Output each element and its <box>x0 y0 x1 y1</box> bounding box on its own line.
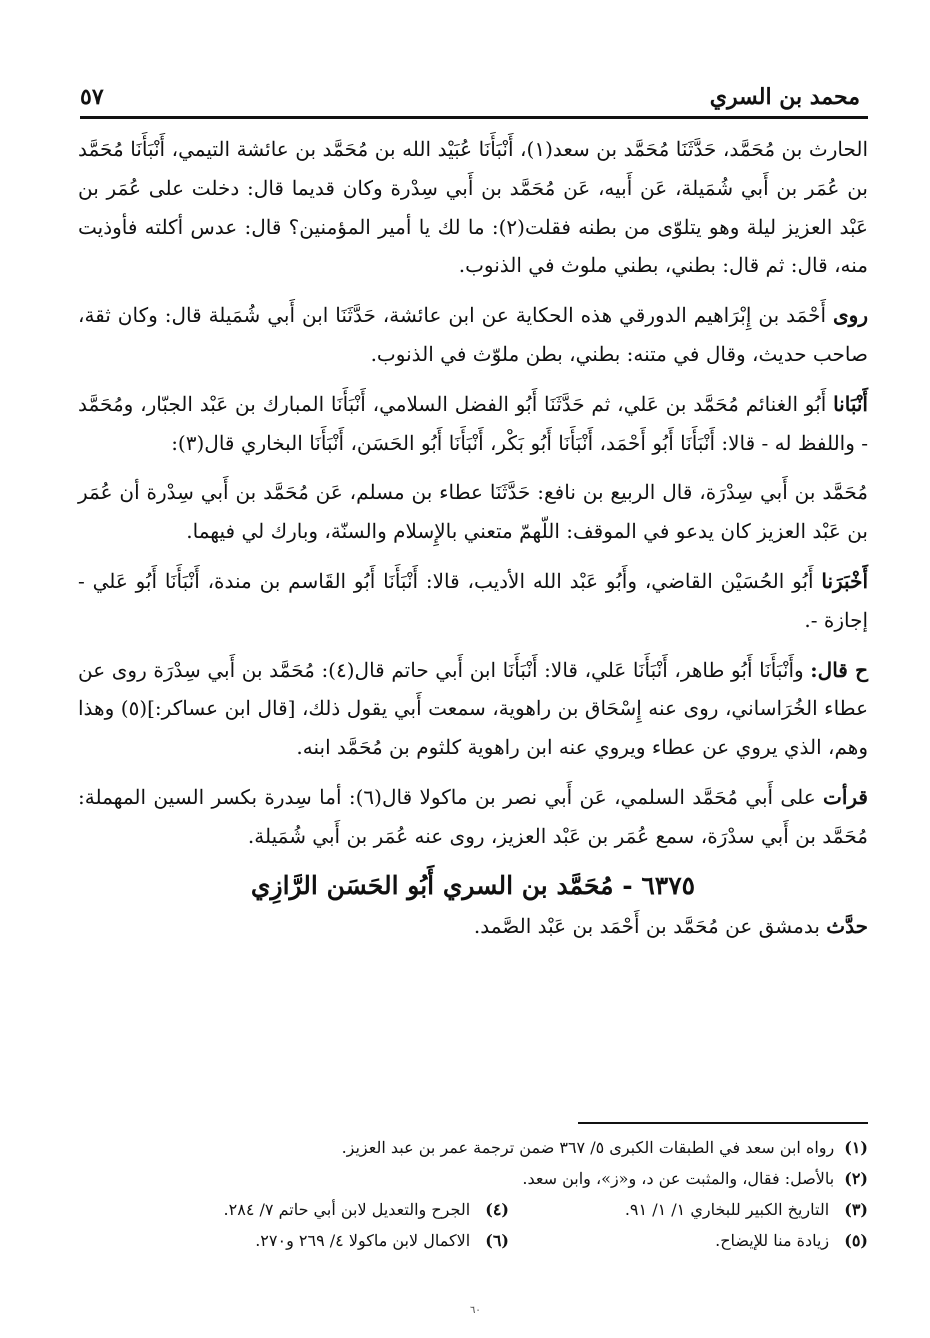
footnote-text: زيادة منا للإيضاح. <box>715 1231 830 1250</box>
footnote-number: (٤) <box>485 1200 509 1219</box>
footnote-5 <box>509 1225 868 1256</box>
bottom-mark: ٦٠ <box>470 1305 481 1316</box>
footnote-text: التاريخ الكبير للبخاري ١/ ١/ ٩١. <box>624 1200 830 1219</box>
header-rule <box>80 116 868 119</box>
paragraph-lead: روى <box>833 303 868 328</box>
paragraph-text: أَبُو الغنائم مُحَمَّد بن عَلي، ثم حَدَّثَنَا أَبُو الفضل السلامي، أَنْبَأَنَا المبارك بن عَبْد الجبّار، ومُحَمَّد - واللفظ له - قالا: أَنْبَأَنَا أَبُو أَحْمَد، أَنْبَأَنَا أَبُو بَكْر، أَنْبَأَنَا أَبُو الحَسَن، أَنْبَأَنَا البخاري قال(٣): <box>78 391 868 455</box>
paragraph-text: أَحْمَد بن إِبْرَاهيم الدورقي هذه الحكاية عن ابن عائشة، حَدَّثَنَا ابن أَبي شُمَيلة قال: وكان ثقة، صاحب حديث، وقال في متنه: بطني، بطن ملوّث في الذنوب. <box>78 303 868 366</box>
footnote-2 <box>150 1163 868 1194</box>
paragraph-8 <box>78 907 868 946</box>
paragraph-text: وأَنْبَأَنَا أَبُو طاهر، أَنْبَأَنَا عَلي، قالا: أَنْبَأَنَا ابن أَبي حاتم قال(٤): مُحَمَّد بن أَبي سِدْرَة روى عن عطاء الخُرَاساني، روى عنه إِسْحَاق بن راهوية، سمعت أَبي يقول ذلك، [قال ابن عساكر:](٥) وهذا وهم، الذي يروي عن عطاء ويروي عنه ابن راهوية كلثوم بن مُحَمَّد ابنه. <box>78 657 868 760</box>
paragraph-lead: أَنْبَانا <box>833 391 868 416</box>
footnote-row-5-6 <box>150 1225 868 1256</box>
footnote-number: (٢) <box>844 1169 868 1188</box>
paragraph-7 <box>78 778 868 856</box>
footnote-number: (٦) <box>485 1231 509 1250</box>
paragraph-lead: حدَّث <box>826 914 868 939</box>
footnote-6 <box>150 1225 509 1256</box>
footnote-number: (٣) <box>844 1200 868 1219</box>
footnote-3 <box>509 1194 868 1225</box>
paragraph-2 <box>78 296 868 374</box>
footnote-text: الجرح والتعديل لابن أبي حاتم ٧/ ٢٨٤. <box>223 1200 471 1219</box>
paragraph-5 <box>78 562 868 640</box>
footnote-text: الاكمال لابن ماكولا ٤/ ٢٦٩ و٢٧٠. <box>255 1231 471 1250</box>
footnote-number: (١) <box>844 1138 868 1157</box>
footnote-text: بالأصل: فقال، والمثبت عن د، و«ز»، وابن سعد. <box>522 1169 835 1188</box>
running-title: محمد بن السري <box>709 84 860 110</box>
footnotes-rule <box>578 1122 868 1124</box>
footnotes <box>150 1132 868 1256</box>
paragraph-3 <box>78 385 868 463</box>
footnote-text: رواه ابن سعد في الطبقات الكبرى ٥/ ٣٦٧ ضمن ترجمة عمر بن عبد العزيز. <box>341 1138 835 1157</box>
paragraph-6 <box>78 651 868 767</box>
footnote-1 <box>150 1132 868 1163</box>
paragraph-lead: ح قال: <box>810 657 868 682</box>
paragraph-1: الحارث بن مُحَمَّد، حَدَّثَنَا مُحَمَّد بن سعد(١)، أَنْبَأَنَا عُبَيْد الله بن مُحَمَّد بن عائشة التيمي، أَنْبَأَنَا مُحَمَّد بن عُمَر بن أَبي شُمَيلة، عَن أَبيه، عَن مُحَمَّد بن أَبي سِدْرة وكان قديما قال: دخلت على عُمَر بن عَبْد العزيز ليلة وهو يتلوّى من بطنه فقلت(٢): ما لك يا أمير المؤمنين؟ قال: عدس أكلته فأوذيت منه، قال: ثم قال: بطني، بطني ملوث في الذنوب. <box>78 137 868 278</box>
paragraph-4: مُحَمَّد بن أَبي سِدْرَة، قال الربيع بن نافع: حَدَّثَنَا عطاء بن مسلم، عَن مُحَمَّد بن أَبي سِدْرة أن عُمَر بن عَبْد العزيز كان يدعو في الموقف: اللّهمّ متعني بالإِسلام والسنّة، وبارك لي فيهما. <box>78 480 868 544</box>
paragraph-text: بدمشق عن مُحَمَّد بن أَحْمَد بن عَبْد الصَّمد. <box>473 914 827 939</box>
main-text <box>78 130 868 957</box>
page-number: ٥٧ <box>80 84 104 110</box>
footnote-4 <box>150 1194 509 1225</box>
paragraph-lead: أَخْبَرَنا <box>821 568 868 593</box>
paragraph-lead: قرأت <box>823 784 868 809</box>
footnote-row-3-4 <box>150 1194 868 1225</box>
paragraph-text: على أَبي مُحَمَّد السلمي، عَن أَبي نصر بن ماكولا قال(٦): أما سِدرة بكسر السين المهملة: مُحَمَّد بن أَبي سدْرَة، سمع عُمَر بن عَبْد العزيز، روى عنه عُمَر بن أَبي شُمَيلة. <box>78 784 868 848</box>
paragraph-text: أَبُو الحُسَيْن القاضي، وأَبُو عَبْد الله الأديب، قالا: أَنْبَأَنَا أَبُو القَاسم بن مندة، أَنْبَأَنَا أَبُو عَلي - إجازة -. <box>78 568 868 632</box>
footnote-number: (٥) <box>844 1231 868 1250</box>
entry-title: ٦٣٧٥ - مُحَمَّد بن السري أَبُو الحَسَن الرَّازِي <box>250 870 696 900</box>
page-header <box>80 70 860 110</box>
